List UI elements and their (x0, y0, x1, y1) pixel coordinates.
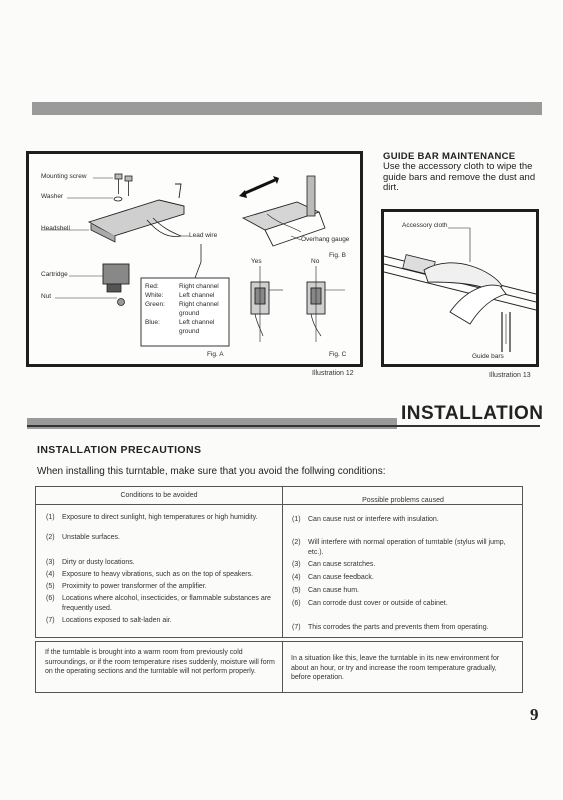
label-mounting-screw: Mounting screw (41, 173, 87, 180)
label-accessory-cloth: Accessory cloth (402, 222, 448, 229)
installation-underline (27, 425, 540, 427)
item-number: (1) (292, 516, 301, 523)
item-number: (2) (46, 534, 55, 541)
installation-divider-bar (27, 418, 397, 429)
table-header-divider (36, 504, 522, 505)
item-text: Locations where alcohol, insecticides, or flammable substances are frequently used. (62, 595, 271, 612)
illustration-12-caption: Illustration 12 (312, 370, 354, 377)
problems-list (292, 515, 518, 635)
item-number: (3) (292, 561, 301, 568)
label-no: No (311, 258, 320, 265)
item-number: (5) (46, 583, 55, 590)
wire-desc: Left channel (179, 292, 215, 299)
list-item (46, 533, 274, 558)
list-item (292, 623, 518, 635)
item-text: Can cause feedback. (308, 574, 374, 581)
top-divider-bar (32, 102, 542, 115)
item-text: This corrodes the parts and prevents them from operating. (308, 624, 489, 631)
condensation-note (35, 641, 523, 693)
label-overhang-gauge: Overhang gauge (301, 236, 350, 243)
wire-row (145, 318, 229, 336)
list-item (292, 515, 518, 538)
item-text: Unstable surfaces. (62, 534, 120, 541)
list-item (292, 538, 518, 560)
list-item (292, 573, 518, 586)
label-cartridge: Cartridge (41, 271, 68, 278)
label-nut: Nut (41, 293, 52, 300)
wire-row (145, 282, 229, 291)
illustration-12-frame (26, 151, 363, 367)
item-number: (4) (292, 574, 301, 581)
wire-color: Green: (145, 301, 165, 308)
list-item (46, 558, 274, 570)
table-column-divider (282, 487, 283, 637)
item-text: Can cause hum. (308, 587, 359, 594)
conditions-list (46, 513, 274, 628)
list-item (46, 594, 274, 616)
wire-row (145, 291, 229, 300)
label-headshell: Headshell (41, 225, 70, 232)
item-text: Exposure to heavy vibrations, such as on the top of speakers. (62, 571, 254, 578)
wire-desc: ground (179, 328, 200, 335)
wire-color: Red: (145, 283, 159, 290)
wire-color-legend (145, 282, 229, 336)
wire-desc: Left channel (179, 319, 215, 326)
column-header-problems: Possible problems caused (362, 497, 444, 504)
item-text: Exposure to direct sunlight, high temperatures or high humidity. (62, 514, 258, 521)
item-number: (6) (46, 595, 55, 602)
list-item (46, 582, 274, 594)
item-text: Will interfere with normal operation of turntable (stylus will jump, etc.). (308, 539, 506, 556)
item-number: (7) (292, 624, 301, 631)
illustration-13-frame (381, 209, 539, 367)
list-item (292, 586, 518, 599)
item-text: Can cause rust or interfere with insulation. (308, 516, 439, 523)
item-number: (1) (46, 514, 55, 521)
wire-color: Blue: (145, 319, 160, 326)
page-number: 9 (530, 705, 539, 724)
item-number: (3) (46, 559, 55, 566)
label-yes: Yes (251, 258, 262, 265)
precautions-title: INSTALLATION PRECAUTIONS (37, 444, 202, 456)
illustration-13-caption: Illustration 13 (489, 372, 531, 379)
wire-row (145, 300, 229, 318)
column-header-conditions: Conditions to be avoided (120, 492, 198, 499)
note-column-divider (282, 642, 283, 692)
list-item (292, 560, 518, 573)
wire-desc: ground (179, 310, 200, 317)
label-fig-b: Fig. B (329, 252, 346, 259)
item-number: (4) (46, 571, 55, 578)
guide-bar-title: GUIDE BAR MAINTENANCE (383, 151, 516, 162)
label-lead-wire: Lead wire (189, 232, 218, 239)
item-text: Can cause scratches. (308, 561, 376, 568)
item-text: Proximity to power transformer of the amplifier. (62, 583, 207, 590)
installation-heading: INSTALLATION (401, 403, 544, 424)
item-number: (2) (292, 539, 301, 546)
list-item (46, 616, 274, 628)
guide-bar-cleaning-diagram (384, 212, 536, 364)
wire-desc: Right channel (179, 283, 219, 290)
note-right-text: In a situation like this, leave the turntable in its new environment for about an hour, or try and increase the room temperature gradually, before operation. (291, 655, 500, 681)
item-text: Can corrode dust cover or outside of cabinet. (308, 600, 448, 607)
note-left-text: If the turntable is brought into a warm room from previously cold surroundings, or if the room temperature rises suddenly, moisture will form on the operating sections and the turntable will not perform properly. (45, 649, 275, 675)
label-fig-c: Fig. C (329, 351, 347, 358)
item-number: (7) (46, 617, 55, 624)
item-text: Dirty or dusty locations. (62, 559, 135, 566)
wire-desc: Right channel (179, 301, 219, 308)
label-washer: Washer (41, 193, 64, 200)
list-item (292, 599, 518, 623)
guide-bar-text: Use the accessory cloth to wipe the guide bars and remove the dust and dirt. (383, 161, 536, 193)
label-guide-bars: Guide bars (472, 353, 504, 360)
item-number: (5) (292, 587, 301, 594)
list-item (46, 570, 274, 582)
precautions-intro: When installing this turntable, make sure that you avoid the follwing conditions: (37, 466, 386, 477)
wire-color: White: (145, 292, 164, 299)
item-text: Locations exposed to salt-laden air. (62, 617, 172, 624)
precautions-table (35, 486, 523, 638)
label-fig-a: Fig. A (207, 351, 224, 358)
item-number: (6) (292, 600, 301, 607)
list-item (46, 513, 274, 533)
